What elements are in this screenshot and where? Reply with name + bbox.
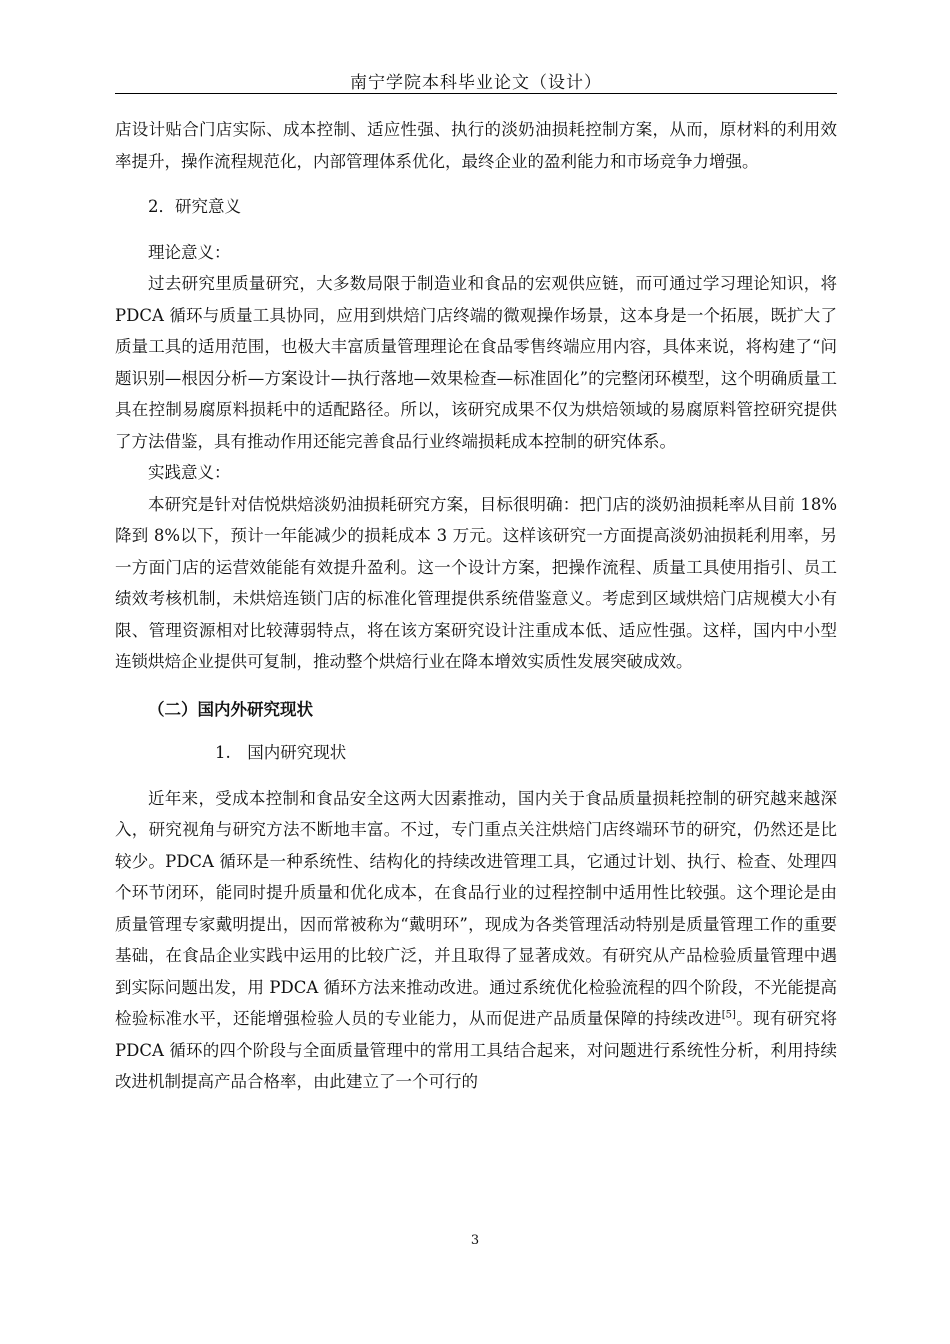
label-practical-significance: 实践意义： — [148, 463, 231, 482]
paragraph-domestic-status — [115, 783, 837, 1098]
paragraph-theoretical-significance: 过去研究里质量研究，大多数局限于制造业和食品的宏观供应链，而可通过学习理论知识，将 PDCA 循环与质量工具协同，应用到烘焙门店终端的微观操作场景，这本身是一个拓展，既扩大了质量工具的适用范围，也极大丰富质量管理理论在食品零售终端应用内容，具体来说，将构建了“问题识别—根因分析—方案设计—执行落地—效果检查—标准固化”的完整闭环模型，这个明确质量工具在控制易腐原料损耗中的适配路径。所以，该研究成果不仅为烘焙领域的易腐原料管控研究提供了方法借鉴，具有推动作用还能完善食品行业终端损耗成本控制的研究体系。 — [115, 274, 837, 451]
section-heading-research-status: （二）国内外研究现状 — [148, 699, 313, 719]
body-text — [115, 114, 837, 1098]
domestic-text-part-b: 。现有研究将 PDCA 循环的四个阶段与全面质量管理中的常用工具结合起来，对问题进行系统性分析，利用持续改进机制提高产品合格率，由此建立了一个可行的 — [115, 1009, 838, 1091]
domestic-text-part-a: 近年来，受成本控制和食品安全这两大因素推动，国内关于食品质量损耗控制的研究越来越深入，研究视角与研究方法不断地丰富。不过，专门重点关注烘焙门店终端环节的研究，仍然还是比较少。PDCA 循环是一种系统性、结构化的持续改进管理工具，它通过计划、执行、检查、处理四个环节闭环，能同时提升质量和优化成本，在食品行业的过程控制中适用性比较强。这个理论是由质量管理专家戴明提出，因而常被称为“戴明环”，现成为各类管理活动特别是质量管理工作的重要基础，在食品企业实践中运用的比较广泛，并且取得了显著成效。有研究从产品检验质量管理中遇到实际问题出发，用 PDCA 循环方法来推动改进。通过系统优化检验流程的四个阶段，不光能提高检验标准水平，还能增强检验人员的专业能力，从而促进产品质量保障的持续改进 — [115, 788, 837, 1028]
label-theoretical-significance: 理论意义： — [148, 242, 231, 262]
heading-research-significance: 2．研究意义 — [148, 197, 241, 216]
running-header: 南宁学院本科毕业论文（设计） — [350, 73, 602, 93]
paragraph-continuation: 店设计贴合门店实际、成本控制、适应性强、执行的淡奶油损耗控制方案，从而，原材料的利用效率提升，操作流程规范化，内部管理体系优化，最终企业的盈利能力和市场竞争力增强。 — [115, 120, 837, 171]
paragraph-practical-significance: 本研究是针对佶悦烘焙淡奶油损耗研究方案，目标很明确：把门店的淡奶油损耗率从目前 18%降到 8%以下，预计一年能减少的损耗成本 3 万元。这样该研究一方面提高淡奶油损耗利用率，另一方面门店的运营效能能有效提升盈利。这一个设计方案，把操作流程、质量工具使用指引、员工绩效考核机制，未烘焙连锁门店的标准化管理提供系统借鉴意义。考虑到区域烘焙门店规模大小有限、管理资源相对比较薄弱特点，将在该方案研究设计注重成本低、适应性强。这样，国内中小型连锁烘焙企业提供可复制，推动整个烘焙行业在降本增效实质性发展突破成效。 — [115, 494, 837, 671]
subsection-heading-domestic-status: 1. 国内研究现状 — [215, 743, 347, 762]
header-rule — [115, 93, 837, 94]
citation-reference: [5] — [721, 1009, 736, 1021]
page-number: 3 — [470, 1233, 480, 1248]
